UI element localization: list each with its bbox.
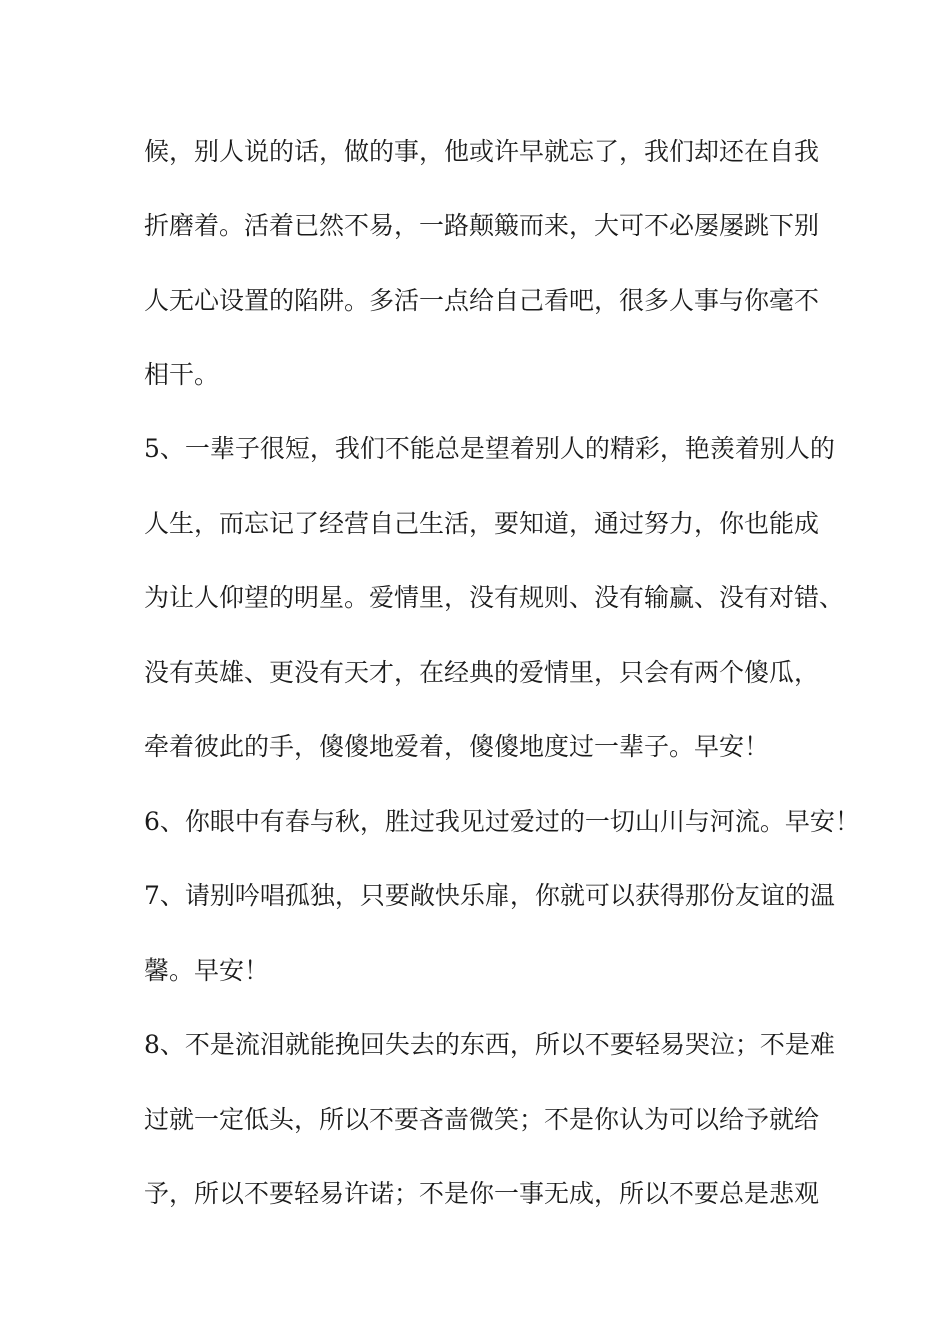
paragraph-5-line: 5、一辈子很短，我们不能总是望着别人的精彩，艳羡着别人的 xyxy=(144,434,835,463)
text-line: 予，所以不要轻易许诺；不是你一事无成，所以不要总是悲观 xyxy=(144,1179,820,1208)
text-line: 为让人仰望的明星。爱情里，没有规则、没有输赢、没有对错、 xyxy=(144,583,845,612)
text-line: 折磨着。活着已然不易，一路颠簸而来，大可不必屡屡跳下别 xyxy=(144,211,820,240)
text-line: 人无心设置的陷阱。多活一点给自己看吧，很多人事与你毫不 xyxy=(144,286,820,315)
paragraph-6-line: 6、你眼中有春与秋，胜过我见过爱过的一切山川与河流。早安！ xyxy=(144,807,860,836)
text-line: 相干。 xyxy=(144,360,220,389)
text-line: 过就一定低头，所以不要吝啬微笑；不是你认为可以给予就给 xyxy=(144,1105,820,1134)
text-line: 牵着彼此的手，傻傻地爱着，傻傻地度过一辈子。早安！ xyxy=(144,732,770,761)
paragraph-8-line: 8、不是流泪就能挽回失去的东西，所以不要轻易哭泣；不是难 xyxy=(144,1030,835,1059)
paragraph-7-line: 7、请别吟唱孤独，只要敞快乐扉，你就可以获得那份友谊的温 xyxy=(144,881,835,910)
text-line: 候，别人说的话，做的事，他或许早就忘了，我们却还在自我 xyxy=(144,137,820,166)
text-line: 馨。早安！ xyxy=(144,956,270,985)
text-line: 没有英雄、更没有天才，在经典的爱情里，只会有两个傻瓜， xyxy=(144,658,820,687)
text-line: 人生，而忘记了经营自己生活，要知道，通过努力，你也能成 xyxy=(144,509,820,538)
